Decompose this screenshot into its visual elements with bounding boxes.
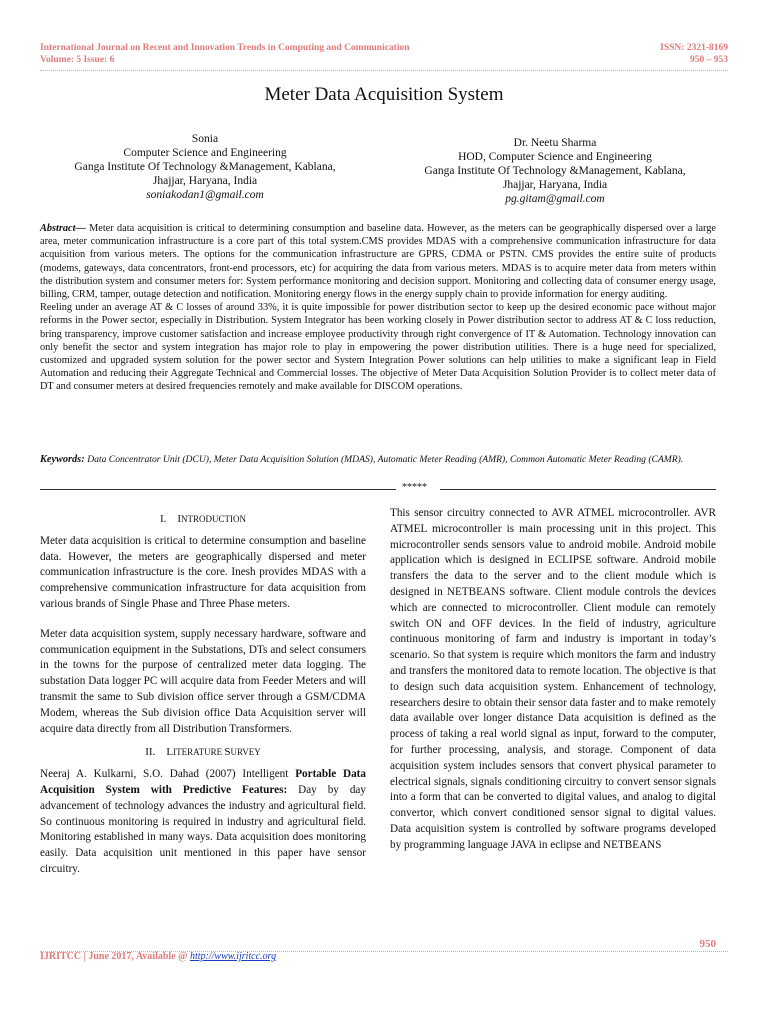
- abstract-label: Abstract—: [40, 223, 86, 234]
- section-heading-introduction: I. INTRODUCTION: [159, 513, 247, 525]
- footer-link[interactable]: http://www.ijritcc.org: [189, 951, 277, 962]
- section-separator: [40, 482, 716, 494]
- separator-stars: *****: [402, 482, 427, 493]
- keywords-text: Data Concentrator Unit (DCU), Meter Data Acquisition Solution (MDAS), Automatic Meter Reading (AMR), Common Automatic Meter Reading (CAMR).: [87, 454, 684, 465]
- issn: ISSN: 2321-8169: [660, 43, 728, 53]
- paper-title: Meter Data Acquisition System: [264, 84, 504, 105]
- literature-continued: This sensor circuitry connected to AVR ATMEL microcontroller. AVR ATMEL microcontroller is main processing unit in this project. This microcontroller sends sensors value to android mobile. Android mobile application which is designed in ECLIPSE software. Android mobile transfers the data to the server and to the client module which is designed in NETBEANS software. Client module controls the devices which are connected to microcontroller. Client module can remotely switch ON and OFF devices. In the field of industry, agriculture continuous monitoring of farm and industry is important in today’s scenario. So that system is require which monitors the farm and industry and transfers the monitored data to remote location. The objective is that to design such data acquisition system. Enhancement of technology, researchers desire to obtain their sensor data faster and to make remotely data available over longer distance Data acquisition is defined as the process of taking a real world signal as input, forward to the computer, for further processing, analysis, and storage. Component of data acquisition system includes sensors that convert physical parameter to electrical signals, signals conditioning circuitry to convert sensor signals into a form that can be converted to digital values, and analog to digital convertor, which convert conditioned sensor signal to digital values. Data acquisition system is controlled by software programs developed by programming language JAVA in eclipse and NETBEANS: [390, 507, 716, 851]
- author-location: Jhajjar, Haryana, India: [152, 175, 258, 187]
- header-divider: [40, 70, 728, 71]
- page-number: 950: [699, 938, 716, 950]
- separator-line-left: [40, 489, 396, 490]
- page-range: 950 – 953: [690, 55, 728, 65]
- column-right: [390, 506, 716, 854]
- author-block-1: [40, 132, 370, 202]
- author-department: HOD, Computer Science and Engineering: [458, 151, 652, 163]
- abstract-paragraph-2: Reeling under an average AT & C losses of around 33%, it is quite impossible for power distribution sector to keep up the desired economic pace without major reforms in the Power sector, especially in Distribution. System Integrator has been working closely in Power distribution sector to address AT & C loss reduction, bring transparency, improve customer satisfaction and increase employee productivity through right convergence of IT & Automation. Technology innovation can only benefit the sector and system integration has major role to play in empowering the power distribution utilities. There is a huge need for specialized, customized and upgraded system solution for the power sector and System Integration Power solutions can help utilities to make a significant leap in Field Automation and reducing their Aggregate Technical and Commercial losses. The objective of Meter Data Acquisition Solution Provider is to collect meter data of DT and consumer meters at desired frequencies remotely and make available for DISCOM operations.: [40, 302, 716, 393]
- journal-volume: Volume: 5 Issue: 6: [40, 55, 115, 65]
- abstract-paragraph-1: Meter data acquisition is critical to determining consumption and baseline data. However, as the meters can be geographically dispersed over a large area, meter communication infrastructure is a core part of this total system.CMS provides MDAS with a comprehensive communication infrastructure for data acquisition from various meters. The options for the communication infrastructure are GPRS, CDMA or PSTN. CMS provides the entire suite of products (modems, gateways, data concentrators, front-end processors, etc) for acquiring the data from various meters. MDAS is to acquire meter data from meters within the distribution system and consumer meters for: System performance monitoring and decision support. Monitoring and collecting data of consumer energy usage, billing, CRM, tamper, outage detection and notification. Monitoring energy flows in the energy supply chain to provide information for energy auditing.: [40, 223, 716, 301]
- author-email: soniakodan1@gmail.com: [146, 189, 264, 201]
- separator-line-right: [440, 489, 716, 490]
- keywords: [40, 453, 716, 467]
- footer-text: IJRITCC | June 2017, Available @: [40, 951, 190, 962]
- author-email: pg.gitam@gmail.com: [505, 193, 605, 205]
- author-department: Computer Science and Engineering: [123, 147, 287, 159]
- journal-name: International Journal on Recent and Innovation Trends in Computing and Communication: [40, 43, 410, 53]
- footer: [40, 951, 276, 962]
- author-location: Jhajjar, Haryana, India: [502, 179, 608, 191]
- abstract: [40, 222, 716, 394]
- intro-paragraph-2: Meter data acquisition system, supply necessary hardware, software and communication equipment in the Substations, DTs and select consumers in the towns for the purpose of centralized meter data logging. The substation Data logger PC will acquire data from Feeder Meters and will transmit the same to Sub division office server through a GSM/CDMA Modem, whereas the Sub division office Data Acquisition server will acquire data directly from all Distribution Transformers.: [40, 627, 366, 735]
- author-name: Sonia: [191, 133, 219, 145]
- author-institution: Ganga Institute Of Technology &Management, Kablana,: [424, 165, 686, 177]
- column-left: [40, 508, 366, 878]
- author-name: Dr. Neetu Sharma: [513, 137, 597, 149]
- author-block-2: [395, 136, 715, 206]
- keywords-label: Keywords:: [40, 454, 85, 465]
- intro-paragraph-1: Meter data acquisition is critical to determine consumption and baseline data. However, the meters are geographically dispersed and meter communication infrastructure is the core. Inesh provides MDAS with a comprehensive communication infrastructure for data acquisition from various brands of Single Phase and Three Phase meters.: [40, 534, 366, 610]
- literature-paragraph: Neeraj A. Kulkarni, S.O. Dahad (2007) Intelligent Portable Data Acquisition System with Predictive Features: Day by day advancement of technology advances the industry and agricultural field. So continuous monitoring is required in industry and agricultural field. Monitoring established in many ways. Data acquisition does monitoring easily. Data acquisition unit mentioned in this paper have sensor circuitry.: [40, 768, 366, 875]
- section-heading-literature-survey: II. LITERATURE SURVEY: [145, 746, 261, 759]
- author-institution: Ganga Institute Of Technology &Management, Kablana,: [74, 161, 336, 173]
